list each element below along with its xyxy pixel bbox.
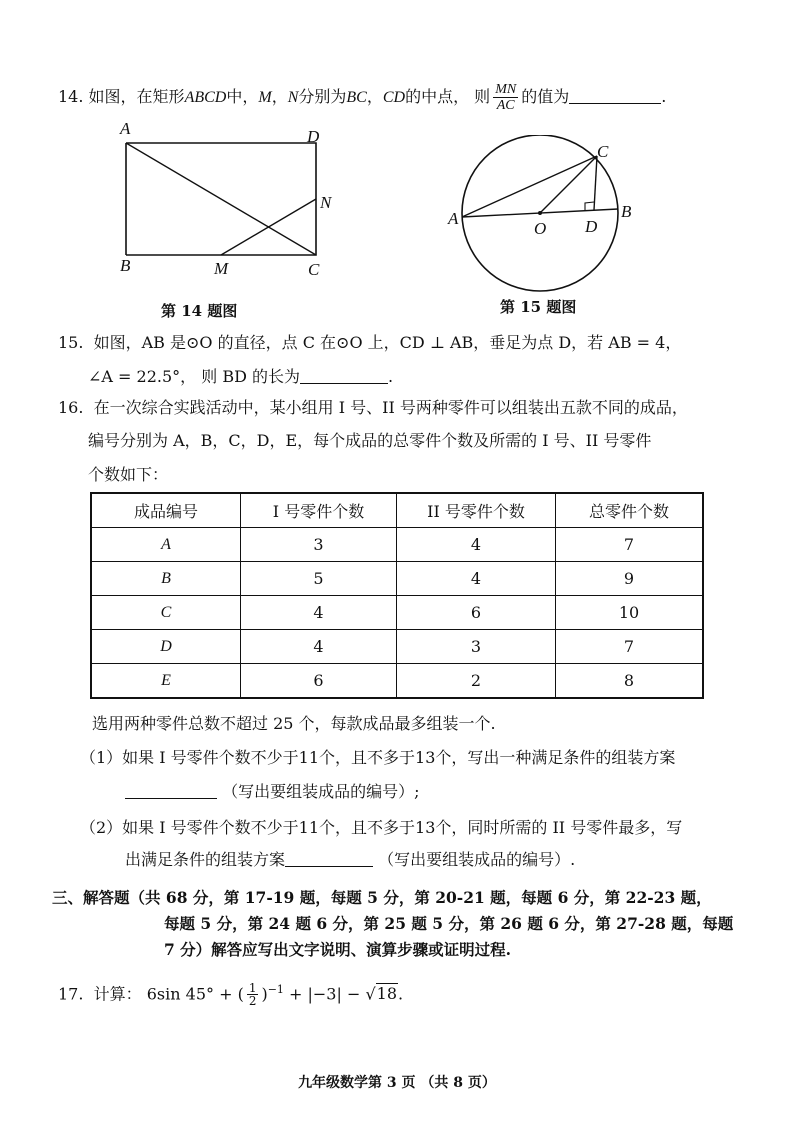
q16-text1: 在一次综合实践活动中，某小组用 I 号、II 号两种零件可以组装出五款不同的成品， xyxy=(93,398,688,417)
q17-end: . xyxy=(398,984,404,1004)
q15-line1 xyxy=(58,333,681,353)
label-b: B xyxy=(120,256,131,275)
section3-text1: （共 68 分，第 17-19 题，每题 5 分，第 20-21 题，每题 6 分，第 22-23 题， xyxy=(129,888,712,907)
label-c: C xyxy=(597,142,609,161)
table-cell: 6 xyxy=(397,596,556,630)
section3-line2: 每题 5 分，第 24 题 6 分，第 25 题 5 分，第 26 题 6 分，第 27-28 题，每题 xyxy=(164,914,734,933)
q14-comma: ， xyxy=(271,87,288,106)
section3-line1 xyxy=(52,888,712,908)
q15-answer-blank[interactable] xyxy=(300,367,388,384)
q16-sub1-line1: （1）如果 I 号零件个数不少于11个，且不多于13个，写出一种满足条件的组装方案 xyxy=(80,748,676,767)
segment-oc xyxy=(540,156,597,213)
q17-number: 17. xyxy=(58,984,84,1004)
q17-exponent: −1 xyxy=(267,983,284,996)
q14-answer-blank[interactable] xyxy=(569,87,661,104)
table-header: I 号零件个数 xyxy=(241,493,397,528)
q15-number: 15. xyxy=(58,333,84,352)
diagonal-ac xyxy=(126,143,316,255)
table-cell: 3 xyxy=(241,528,397,562)
table-cell: E xyxy=(91,664,241,699)
figure-15 xyxy=(440,135,650,295)
q14-rect: ABCD xyxy=(184,89,227,106)
q16-sub1-hint: （写出要组装成品的编号）; xyxy=(222,782,420,801)
table-cell: 2 xyxy=(397,664,556,699)
table-cell: 7 xyxy=(556,528,704,562)
q14-cd: CD xyxy=(382,89,406,106)
section3-title: 三、解答题 xyxy=(52,888,130,907)
table-header: 成品编号 xyxy=(91,493,241,528)
q16-sub2-line2 xyxy=(125,850,575,870)
q14-text2: 中， xyxy=(226,87,259,106)
label-c: C xyxy=(308,260,320,279)
table-row xyxy=(91,528,703,562)
segment-cd xyxy=(594,156,597,210)
table-cell: B xyxy=(91,562,241,596)
table-cell: 10 xyxy=(556,596,704,630)
center-dot xyxy=(538,211,542,215)
table-cell: 4 xyxy=(241,630,397,664)
q14-comma2: ， xyxy=(366,87,383,106)
q14-frac-num: MN xyxy=(495,82,517,97)
q14-frac-den: AC xyxy=(496,98,515,113)
table-cell: C xyxy=(91,596,241,630)
label-m: M xyxy=(214,259,229,278)
figure-14 xyxy=(110,118,350,288)
label-a: A xyxy=(120,119,131,138)
table-cell: 5 xyxy=(241,562,397,596)
table-cell: 3 xyxy=(397,630,556,664)
table-cell: 9 xyxy=(556,562,704,596)
q17-line xyxy=(58,980,403,1007)
q16-number: 16. xyxy=(58,398,84,417)
label-a: A xyxy=(448,209,459,228)
q16-sub2-line1: （2）如果 I 号零件个数不少于11个，且不多于13个，同时所需的 II 号零件最多，写 xyxy=(80,818,683,837)
table-header-row xyxy=(91,493,703,528)
page-footer: 九年级数学第 3 页 （共 8 页） xyxy=(298,1075,496,1091)
q15-text2: ∠A = 22.5°， 则 BD 的长为 xyxy=(88,367,301,386)
q14-fraction xyxy=(493,82,518,113)
q14-bc: BC xyxy=(346,89,367,106)
sqrt-icon: √ xyxy=(365,984,376,1004)
table-cell: 6 xyxy=(241,664,397,699)
q15-end: . xyxy=(388,367,394,386)
q14-text4: 的中点， 则 xyxy=(405,87,491,106)
q14-number: 14. xyxy=(58,87,84,106)
label-b: B xyxy=(621,202,632,221)
q17-frac-den: 2 xyxy=(248,994,257,1009)
q14-m: M xyxy=(258,89,272,106)
q17-label: 计算： xyxy=(93,984,142,1004)
q14-text3: 分别为 xyxy=(298,87,347,106)
label-d: D xyxy=(307,127,320,146)
q16-sub1-line2 xyxy=(125,782,420,802)
table-row xyxy=(91,596,703,630)
q17-expr-part3: + |−3| − xyxy=(283,984,366,1004)
q17-frac-num: 1 xyxy=(248,981,257,996)
q17-expr-part2: ) xyxy=(261,984,268,1004)
q14-end: . xyxy=(661,87,667,106)
table-row xyxy=(91,562,703,596)
q16-sub2-answer-blank[interactable] xyxy=(285,850,373,867)
figure-14-caption: 第 14 题图 xyxy=(161,302,238,320)
q16-sub2-hint: （写出要组装成品的编号）. xyxy=(378,850,576,869)
q14-text1: 如图，在矩形 xyxy=(88,87,185,106)
q17-expr-part1: 6sin 45° + ( xyxy=(146,984,244,1004)
table-cell: D xyxy=(91,630,241,664)
section3-line3: 7 分）解答应写出文字说明、演算步骤或证明过程. xyxy=(164,940,512,959)
q16-line2: 编号分别为 A，B，C，D，E，每个成品的总零件个数及所需的 I 号、II 号零件 xyxy=(88,431,652,450)
segment-ac xyxy=(462,156,597,217)
parts-table xyxy=(90,492,704,699)
table-cell: 4 xyxy=(241,596,397,630)
q17-sqrt-value: 18 xyxy=(376,984,398,1004)
q15-line2 xyxy=(88,367,393,387)
table-cell: 4 xyxy=(397,562,556,596)
table-row xyxy=(91,664,703,699)
q16-line3: 个数如下： xyxy=(88,465,169,484)
table-row xyxy=(91,630,703,664)
q14-n: N xyxy=(287,89,299,106)
q14-text5: 的值为 xyxy=(521,87,570,106)
table-cell: 4 xyxy=(397,528,556,562)
label-n: N xyxy=(320,193,332,212)
q16-line1 xyxy=(58,398,688,418)
table-cell: 7 xyxy=(556,630,704,664)
q17-fraction xyxy=(247,982,259,1007)
label-d: D xyxy=(585,217,598,236)
table-header: 总零件个数 xyxy=(556,493,704,528)
table-cell: A xyxy=(91,528,241,562)
table-cell: 8 xyxy=(556,664,704,699)
q14-line xyxy=(58,82,666,113)
q16-note: 选用两种零件总数不超过 25 个，每款成品最多组装一个. xyxy=(92,714,496,733)
q16-sub2-text: 出满足条件的组装方案 xyxy=(125,850,286,869)
q16-sub1-answer-blank[interactable] xyxy=(125,782,217,799)
q15-text1: 如图，AB 是⊙O 的直径，点 C 在⊙O 上，CD ⊥ AB，垂足为点 D，若 AB = 4， xyxy=(93,333,682,352)
table-header: II 号零件个数 xyxy=(397,493,556,528)
figure-15-caption: 第 15 题图 xyxy=(500,298,577,316)
label-o: O xyxy=(534,219,547,238)
